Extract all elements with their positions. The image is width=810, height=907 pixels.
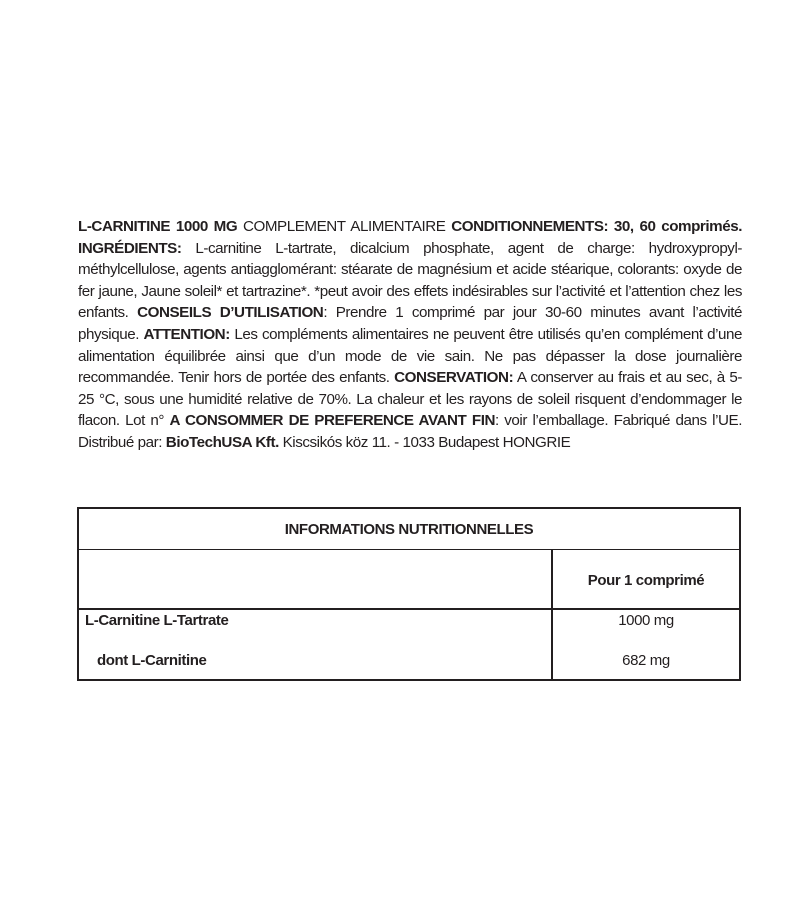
nutrient-value-carnitine-tartrate: 1000 mg	[618, 612, 674, 629]
table-row-divider	[79, 608, 739, 610]
usage-label: CONSEILS D’UTILISATION	[137, 304, 324, 322]
column-header-per-tablet: Pour 1 comprimé	[587, 571, 705, 589]
nutrition-table-title: INFORMATIONS NUTRITIONNELLES	[79, 509, 739, 550]
warning-text: Les compléments alimentaires ne peuvent être utilisés qu’en complément d’une alimentation équilibrée ainsi que d’un mode de vie sain. Ne pas dépasser la dose journalière recommandée. Tenir hors de portée des enfants.	[78, 325, 743, 387]
distributor-address: Kiscsikós köz 11. - 1033 Budapest HONGRIE	[278, 433, 571, 451]
nutrient-name-carnitine-tartrate: L-Carnitine L-Tartrate	[85, 612, 229, 629]
storage-label: CONSERVATION:	[394, 369, 514, 387]
storage-text: A conserver au frais et au sec, à 5-25 °C, sous une humidité relative de 70%. La chaleur et les rayons de soleil risquent d’endommager le flacon. Lot n°	[78, 369, 742, 430]
best-before-label: A CONSOMMER DE PREFERENCE AVANT FIN	[169, 412, 495, 430]
packaging-label: CONDITIONNEMENTS: 30, 60 comprimés.	[451, 218, 742, 235]
nutrient-value-l-carnitine: 682 mg	[622, 652, 670, 669]
nutrition-table	[77, 507, 741, 681]
product-name: L-CARNITINE 1000 MG	[78, 218, 238, 235]
warning-label: ATTENTION:	[143, 325, 230, 343]
ingredients-text: L-carnitine L-tartrate, dicalcium phosphate, agent de charge: hydroxypropyl-méthylcellulose, agents antiagglomérant: stéarate de magnésium et acide stéarique, colorants: oxyde de fer jaune, Jaune soleil* et tartrazine*. *peut avoir des effets indésirables sur l’activité et l’attention chez les enfants.	[78, 239, 742, 322]
nutrient-name-l-carnitine: dont L-Carnitine	[97, 652, 207, 669]
label-text-block	[78, 216, 742, 454]
usage-text: : Prendre 1 comprimé par jour 30-60 minutes avant l’activité physique.	[78, 304, 742, 343]
product-type: COMPLEMENT ALIMENTAIRE	[237, 218, 452, 235]
distributor-name: BioTechUSA Kft.	[165, 433, 279, 451]
ingredients-label: INGRÉDIENTS:	[78, 239, 182, 257]
best-before-text: : voir l’emballage. Fabriqué dans l’UE. Distribué par:	[78, 412, 742, 451]
